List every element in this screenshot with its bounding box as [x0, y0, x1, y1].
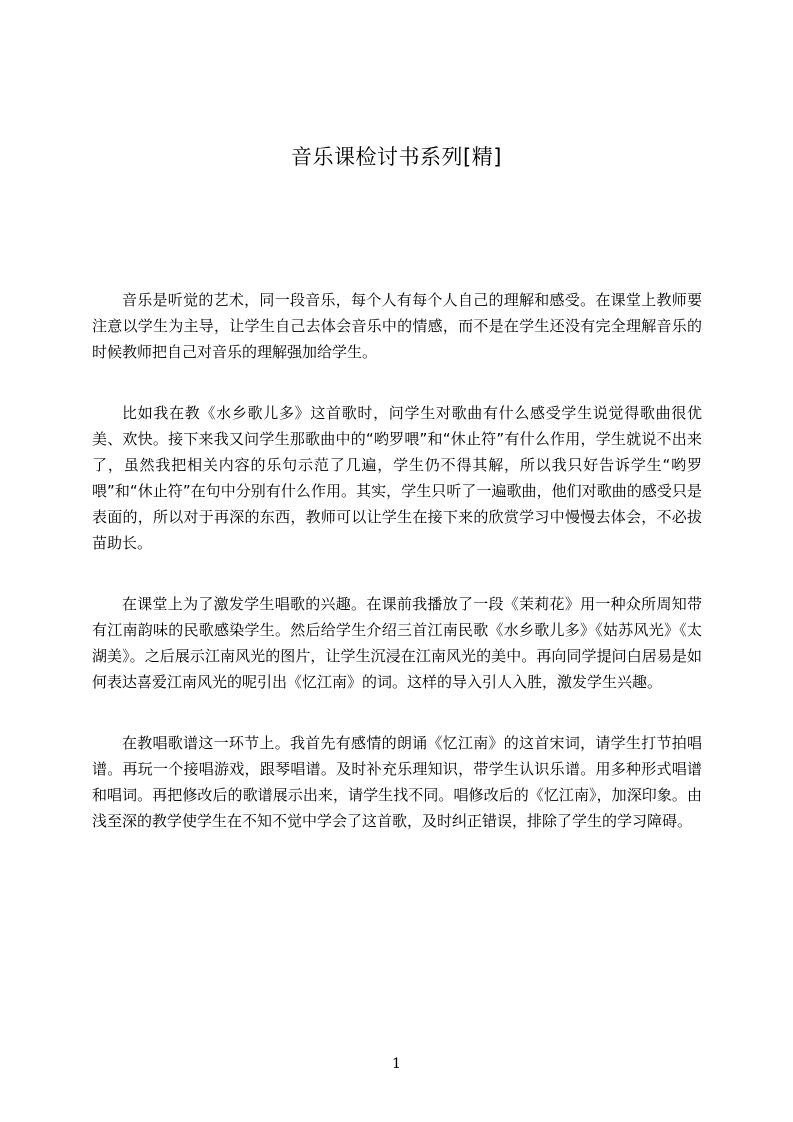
paragraph: 音乐是听觉的艺术，同一段音乐，每个人有每个人自己的理解和感受。在课堂上教师要注意以学生为主导，让学生自己去体会音乐中的情感，而不是在学生还没有完全理解音乐的时候教师把自己对音乐的理解强加给学生。 [92, 291, 702, 361]
document-title: 音乐课检讨书系列[精] [291, 145, 502, 169]
paragraph: 在教唱歌谱这一环节上。我首先有感情的朗诵《忆江南》的这首宋词，请学生打节拍唱谱。再玩一个接唱游戏，跟琴唱谱。及时补充乐理知识，带学生认识乐谱。用多种形式唱谱和唱词。再把修改后的歌谱展示出来，请学生找不同。唱修改后的《忆江南》，加深印象。由浅至深的教学使学生在不知不觉中学会了这首歌，及时纠正错误，排除了学生的学习障碍。 [92, 734, 702, 830]
page-number: 1 [392, 1056, 401, 1072]
paragraph: 在课堂上为了激发学生唱歌的兴趣。在课前我播放了一段《茉莉花》用一种众所周知带有江南韵味的民歌感染学生。然后给学生介绍三首江南民歌《水乡歌儿多》《姑苏风光》《太湖美》。之后展示江南风光的图片，让学生沉浸在江南风光的美中。再向同学提问白居易是如何表达喜爱江南风光的呢引出《忆江南》的词。这样的导入引人入胜，激发学生兴趣。 [92, 595, 702, 691]
document-body [92, 287, 702, 869]
paragraph: 比如我在教《水乡歌儿多》这首歌时，问学生对歌曲有什么感受学生说觉得歌曲很优美、欢快。接下来我又问学生那歌曲中的“哟罗喂”和“休止符”有什么作用，学生就说不出来了，虽然我把相关内容的乐句示范了几遍，学生仍不得其解，所以我只好告诉学生“哟罗喂”和“休止符”在句中分别有什么作用。其实，学生只听了一遍歌曲，他们对歌曲的感受只是表面的，所以对于再深的东西，教师可以让学生在接下来的欣赏学习中慢慢去体会，不必拔苗助长。 [92, 404, 702, 552]
